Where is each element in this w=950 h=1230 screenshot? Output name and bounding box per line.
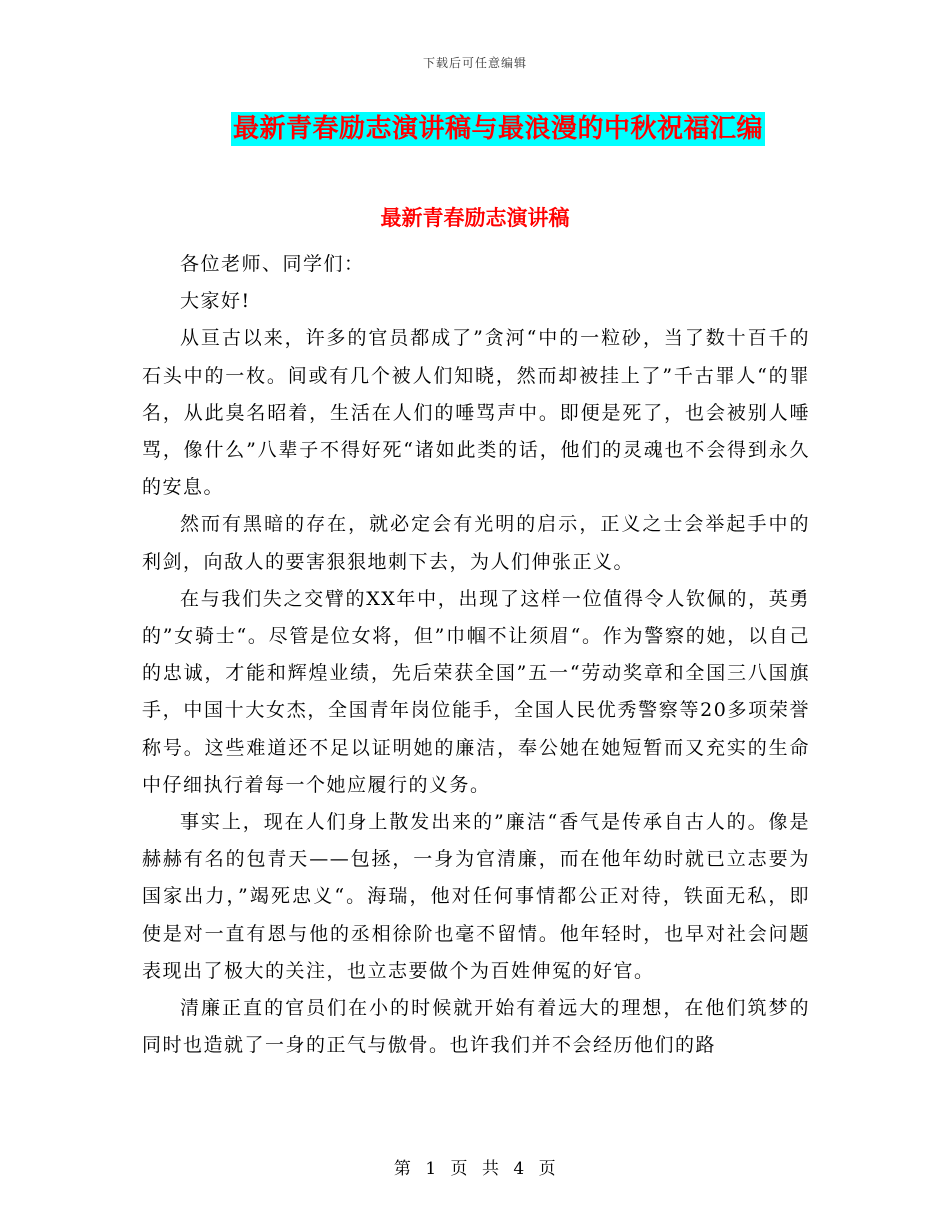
paragraph: 从亘古以来，许多的官员都成了”贪河“中的一粒砂，当了数十百千的石头中的一枚。间或有几个被人们知晓，然而却被挂上了”千古罪人“的罪名，从此臭名昭着，生活在人们的唾骂声中。即便是死了，也会被别人唾骂，像什么”八辈子不得好死“诸如此类的话，他们的灵魂也不会得到永久的安息。 [142,327,810,499]
document-title: 最新青春励志演讲稿与最浪漫的中秋祝福汇编 [232,114,763,144]
paragraph: 然而有黑暗的存在，就必定会有光明的启示，正义之士会举起手中的利剑，向敌人的要害狠狠地刺下去，为人们伸张正义。 [142,513,810,573]
paragraph: 在与我们失之交臂的XX年中，出现了这样一位值得令人钦佩的，英勇的”女骑士“。尽管是位女将，但”巾帼不让须眉“。作为警察的她，以自己的忠诚，才能和辉煌业绩，先后荣获全国”五一“劳动奖章和全国三八国旗手，中国十大女杰，全国青年岗位能手，全国人民优秀警察等20多项荣誉称号。这些难道还不足以证明她的廉洁，奉公她在她短暂而又充实的生命中仔细执行着每一个她应履行的义务。 [142,587,810,796]
paragraph: 事实上，现在人们身上散发出来的”廉洁“香气是传承自古人的。像是赫赫有名的包青天——包拯，一身为官清廉，而在他年幼时就已立志要为国家出力，”竭死忠义“。海瑞，他对任何事情都公正对待，铁面无私，即使是对一直有恩与他的丞相徐阶也毫不留情。他年轻时，也早对社会问题表现出了极大的关注，也立志要做个为百姓伸冤的好官。 [142,811,810,982]
document-body [142,246,810,1064]
footer-page-number: 1 [425,1159,437,1179]
footer-gong: 共 [481,1159,500,1179]
paragraph-greeting: 各位老师、同学们： [180,253,365,275]
paragraph-hello: 大家好! [180,290,251,313]
paragraph: 清廉正直的官员们在小的时候就开始有着远大的理想，在他们筑梦的同时也造就了一身的正气与傲骨。也许我们并不会经历他们的路 [142,997,810,1057]
document-title-container [0,112,950,146]
page-header-note: 下载后可任意编辑 [422,56,527,70]
footer-ye: 页 [450,1159,469,1179]
footer-total-pages: 4 [513,1159,525,1179]
page-footer [0,1154,950,1179]
section-title: 最新青春励志演讲稿 [380,205,570,230]
footer-di: 第 [393,1159,412,1179]
footer-ye-2: 页 [538,1159,557,1179]
